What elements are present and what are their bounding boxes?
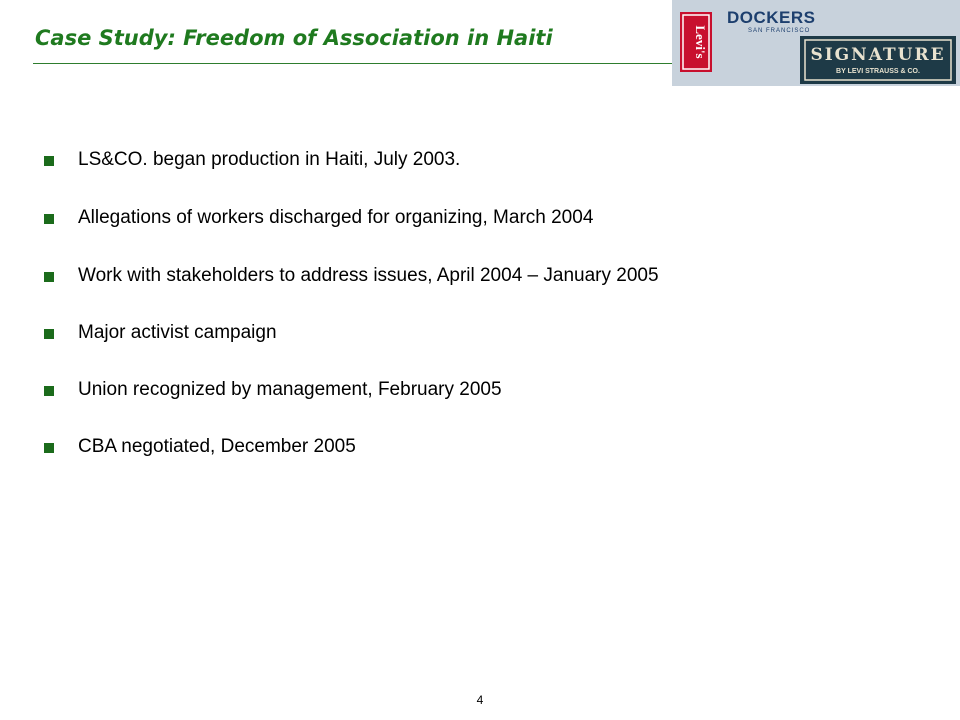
square-bullet-icon xyxy=(44,214,54,224)
dockers-logo: DOCKERS xyxy=(727,8,816,27)
dockers-subtitle: SAN FRANCISCO xyxy=(748,28,811,34)
square-bullet-icon xyxy=(44,329,54,339)
square-bullet-icon xyxy=(44,443,54,453)
bullet-text: CBA negotiated, December 2005 xyxy=(78,436,356,457)
square-bullet-icon xyxy=(44,272,54,282)
brand-logo-panel xyxy=(672,0,960,86)
square-bullet-icon xyxy=(44,156,54,166)
bullet-text: LS&CO. began production in Haiti, July 2003. xyxy=(78,149,461,170)
square-bullet-icon xyxy=(44,386,54,396)
svg-text:Levi's: Levi's xyxy=(693,25,708,59)
svg-text:SIGNATURE: SIGNATURE xyxy=(810,45,946,65)
bullet-text: Allegations of workers discharged for organizing, March 2004 xyxy=(78,207,594,228)
levis-logo xyxy=(680,12,712,72)
bullet-text: Union recognized by management, February 2005 xyxy=(78,379,502,400)
page-number: 4 xyxy=(476,693,484,707)
bullet-text: Work with stakeholders to address issues, April 2004 – January 2005 xyxy=(78,265,659,286)
title-underline xyxy=(33,63,673,64)
signature-logo xyxy=(800,36,956,84)
svg-text:BY LEVI STRAUSS & CO.: BY LEVI STRAUSS & CO. xyxy=(836,68,920,75)
slide-title: Case Study: Freedom of Association in Haiti xyxy=(35,26,553,50)
bullet-text: Major activist campaign xyxy=(78,322,277,343)
